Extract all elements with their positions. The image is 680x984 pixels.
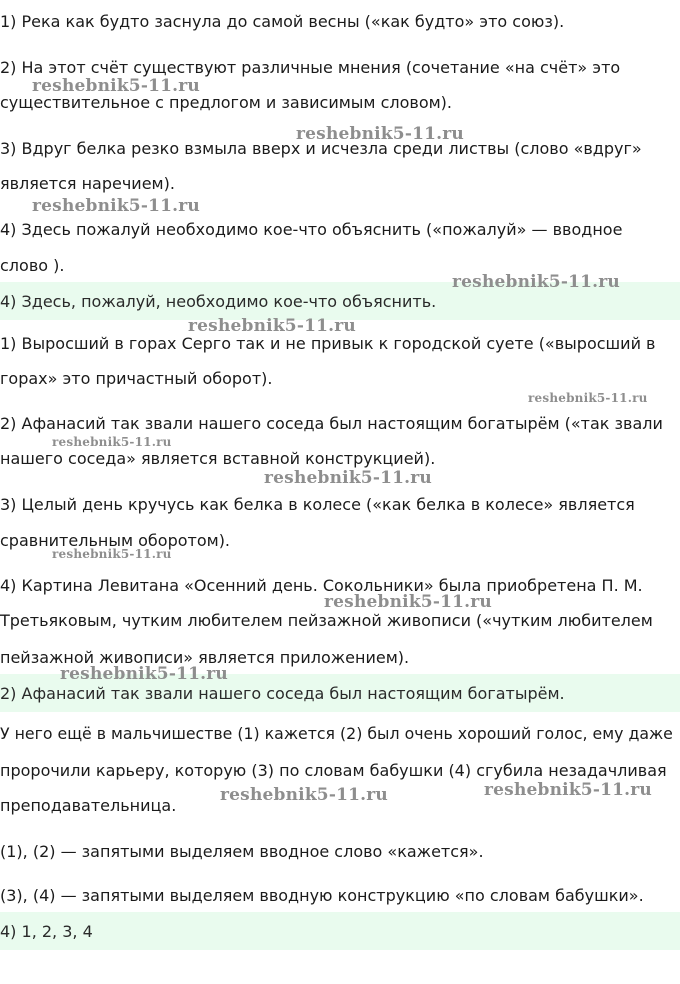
- text-line: пророчили карьеру, которую (3) по словам бабушки (4) сгубила незадачливая: [0, 761, 667, 780]
- text-line: Третьяковым, чутким любителем пейзажной живописи («чутким любителем: [0, 611, 653, 630]
- text-line: слово ).: [0, 256, 65, 275]
- text-line: преподавательница.: [0, 796, 177, 815]
- text-line: сравнительным оборотом).: [0, 531, 231, 550]
- watermark: reshebnik5-11.ru: [484, 780, 652, 800]
- watermark: reshebnik5-11.ru: [528, 391, 648, 405]
- text-line: 1) Выросший в горах Серго так и не привык к городской суете («выросший в: [0, 334, 656, 353]
- watermark: reshebnik5-11.ru: [52, 435, 172, 449]
- watermark: reshebnik5-11.ru: [264, 468, 432, 488]
- text-line: (3), (4) — запятыми выделяем вводную конструкцию «по словам бабушки».: [0, 886, 644, 905]
- text-line: 4) Здесь пожалуй необходимо кое-что объяснить («пожалуй» — вводное: [0, 220, 623, 239]
- watermark: reshebnik5-11.ru: [324, 592, 492, 612]
- watermark: reshebnik5-11.ru: [220, 785, 388, 805]
- text-line: горах» это причастный оборот).: [0, 369, 273, 388]
- watermark: reshebnik5-11.ru: [296, 124, 464, 144]
- watermark: reshebnik5-11.ru: [52, 547, 172, 561]
- text-line: существительное с предлогом и зависимым словом).: [0, 93, 453, 112]
- answer-text: 4) Здесь, пожалуй, необходимо кое-что объяснить.: [0, 292, 437, 311]
- watermark: reshebnik5-11.ru: [32, 76, 200, 96]
- text-line: У него ещё в мальчишестве (1) кажется (2) был очень хороший голос, ему даже: [0, 724, 673, 743]
- text-line: 3) Вдруг белка резко взмыла вверх и исчезла среди листвы (слово «вдруг»: [0, 139, 642, 158]
- text-line: нашего соседа» является вставной конструкцией).: [0, 449, 436, 468]
- text-line: является наречием).: [0, 174, 175, 193]
- answer-text: 2) Афанасий так звали нашего соседа был настоящим богатырём.: [0, 684, 565, 703]
- text-line: 1) Река как будто заснула до самой весны («как будто» это союз).: [0, 12, 565, 31]
- text-line: 4) Картина Левитана «Осенний день. Сокольники» была приобретена П. М.: [0, 576, 643, 595]
- text-line: 3) Целый день кручусь как белка в колесе («как белка в колесе» является: [0, 495, 635, 514]
- watermark: reshebnik5-11.ru: [188, 316, 356, 336]
- watermark: reshebnik5-11.ru: [452, 272, 620, 292]
- text-line: 2) На этот счёт существуют различные мнения (сочетание «на счёт» это: [0, 58, 621, 77]
- text-line: 2) Афанасий так звали нашего соседа был настоящим богатырём («так звали: [0, 414, 663, 433]
- text-line: пейзажной живописи» является приложением).: [0, 648, 410, 667]
- watermark: reshebnik5-11.ru: [60, 664, 228, 684]
- watermark: reshebnik5-11.ru: [32, 196, 200, 216]
- answer-text: 4) 1, 2, 3, 4: [0, 922, 93, 941]
- answer-band: [0, 912, 680, 950]
- text-line: (1), (2) — запятыми выделяем вводное слово «кажется».: [0, 842, 484, 861]
